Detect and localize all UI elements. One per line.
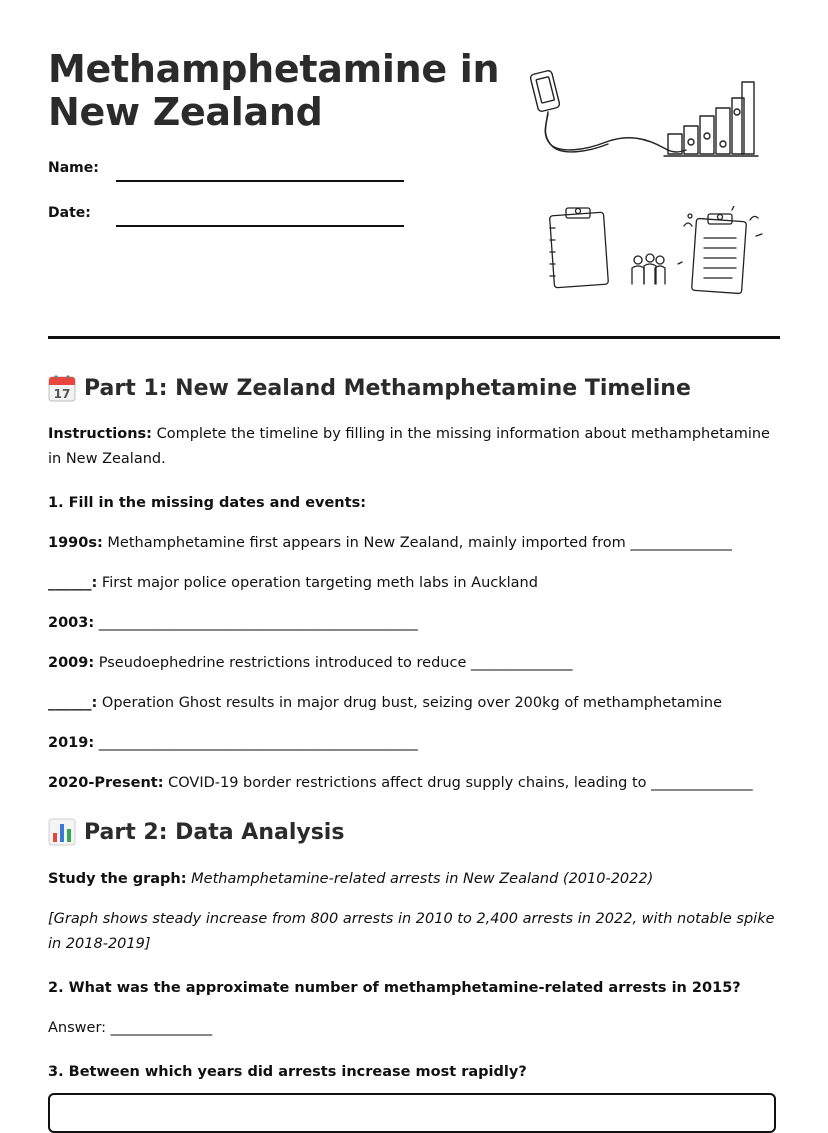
section-divider bbox=[48, 336, 780, 339]
study-graph-line: Study the graph: Methamphetamine-related arrests in New Zealand (2010-2022) bbox=[48, 871, 654, 887]
timeline-item[interactable]: 2003: ____________________________________________ bbox=[48, 615, 418, 631]
name-label: Name: bbox=[48, 160, 99, 176]
calendar-icon bbox=[48, 374, 76, 402]
timeline-item[interactable]: 2009: Pseudoephedrine restrictions introduced to reduce ______________ bbox=[48, 655, 573, 671]
part2-heading bbox=[48, 818, 344, 846]
timeline-item[interactable]: 1990s: Methamphetamine first appears in New Zealand, mainly imported from ______________ bbox=[48, 535, 732, 551]
bar-chart-icon bbox=[48, 818, 76, 846]
instructions-text: Complete the timeline by filling in the missing information about methamphetamine in New Zealand. bbox=[48, 426, 770, 467]
page-title bbox=[48, 48, 499, 134]
answer-line[interactable]: Answer: ______________ bbox=[48, 1020, 213, 1036]
timeline-item[interactable]: 2020-Present: COVID-19 border restrictions affect drug supply chains, leading to ______________ bbox=[48, 775, 753, 791]
graph-note: [Graph shows steady increase from 800 arrests in 2010 to 2,400 arrests in 2022, with notable spike in 2018-2019] bbox=[48, 911, 775, 952]
calendar-day: 17 bbox=[53, 387, 71, 401]
answer-box[interactable] bbox=[48, 1093, 776, 1133]
clipboards-people-illustration bbox=[544, 206, 776, 298]
date-label: Date: bbox=[48, 205, 91, 221]
question-2: 2. What was the approximate number of methamphetamine-related arrests in 2015? bbox=[48, 980, 741, 996]
part1-heading bbox=[48, 374, 691, 402]
timeline-item[interactable]: 2019: ____________________________________________ bbox=[48, 735, 418, 751]
instructions bbox=[48, 422, 780, 472]
part1-heading-text: Part 1: New Zealand Methamphetamine Timeline bbox=[84, 375, 691, 401]
date-field[interactable] bbox=[116, 225, 404, 227]
question-3: 3. Between which years did arrests increase most rapidly? bbox=[48, 1064, 527, 1080]
timeline-item[interactable]: ______: Operation Ghost results in major drug bust, seizing over 200kg of methamphetamine bbox=[48, 695, 722, 711]
question-1: 1. Fill in the missing dates and events: bbox=[48, 495, 366, 511]
phone-chart-illustration bbox=[528, 68, 760, 162]
name-field[interactable] bbox=[116, 180, 404, 182]
part2-heading-text: Part 2: Data Analysis bbox=[84, 819, 345, 845]
instructions-label: Instructions: bbox=[48, 426, 152, 442]
timeline-item[interactable]: ______: First major police operation targeting meth labs in Auckland bbox=[48, 575, 538, 591]
title-line-1: Methamphetamine in bbox=[48, 47, 500, 91]
title-line-2: New Zealand bbox=[48, 90, 323, 134]
